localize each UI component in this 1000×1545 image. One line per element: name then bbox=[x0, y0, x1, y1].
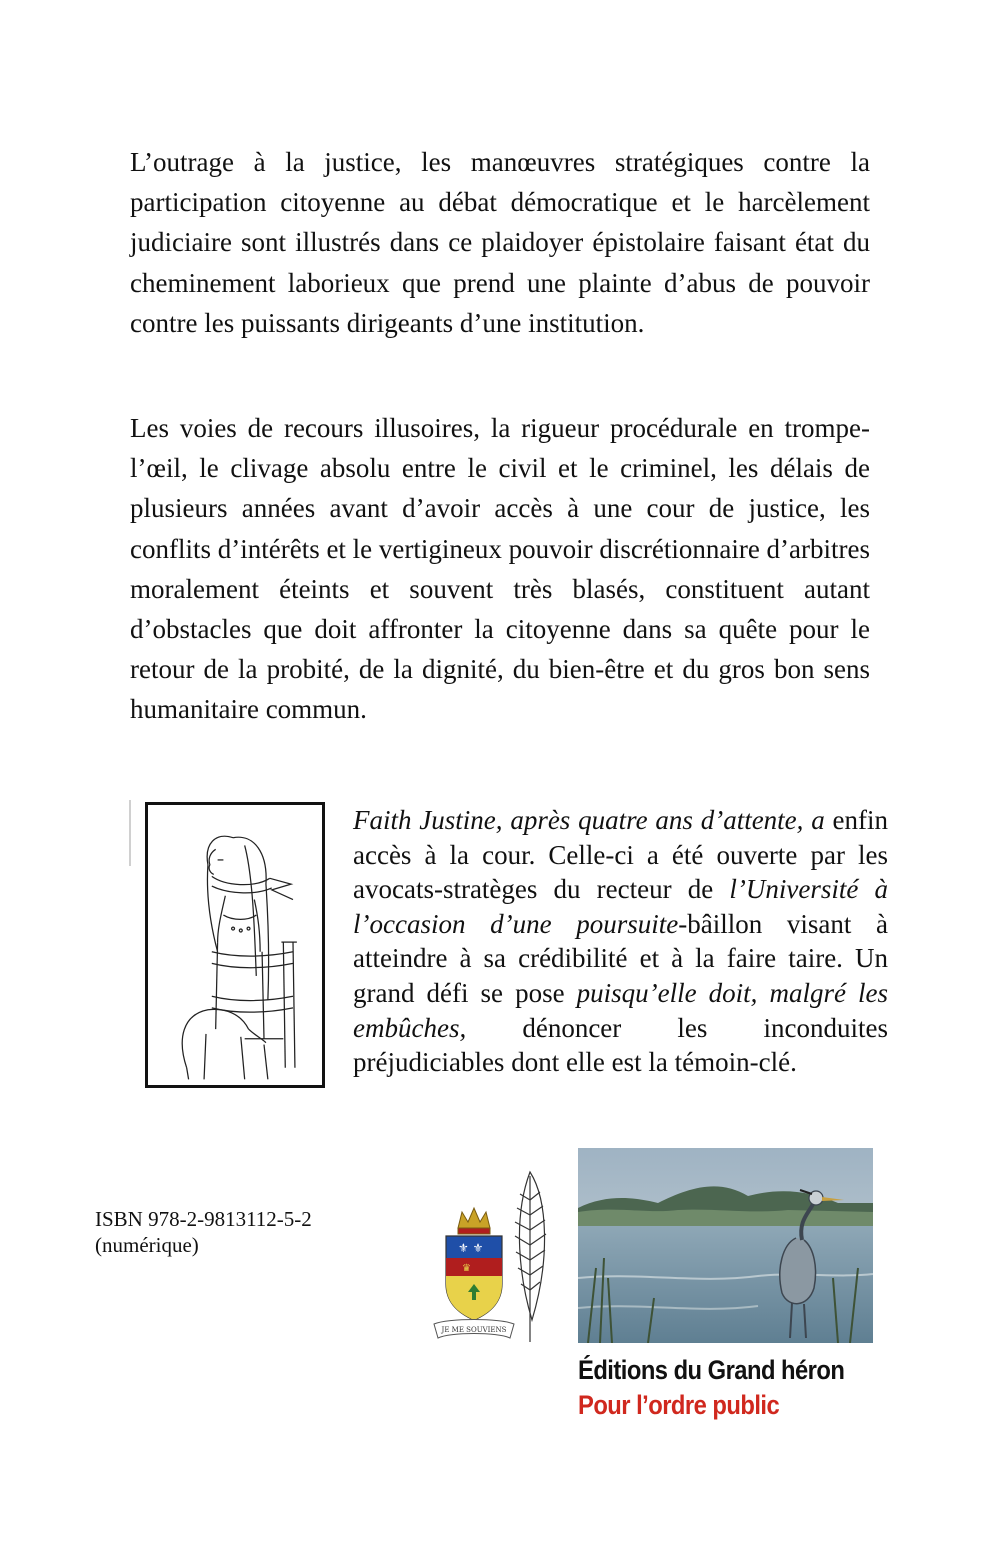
isbn-block bbox=[95, 1206, 312, 1258]
svg-text:⚜ ⚜: ⚜ ⚜ bbox=[458, 1241, 484, 1255]
intro-paragraph: L’outrage à la justice, les manœuvres stratégiques contre la participation citoyenne au débat démocratique et le harcèlement judiciaire sont illustrés dans ce plaidoyer épistolaire faisant état du cheminement laborieux que prend une plainte d’abus de pouvoir contre les puissants dirigeants d’une institution. bbox=[130, 147, 870, 338]
publisher-name: Éditions du Grand héron bbox=[578, 1355, 845, 1385]
synopsis-text bbox=[353, 803, 888, 1080]
synopsis-line-4: bâillon visant à atteindre à sa crédibilité et à la faire taire. Un grand défi se pose bbox=[353, 908, 888, 1008]
collection-name: Pour l’ordre public bbox=[578, 1390, 780, 1420]
margin-mark bbox=[129, 800, 131, 866]
isbn-format: (numérique) bbox=[95, 1233, 199, 1257]
obstacles-paragraph: Les voies de recours illusoires, la rigueur procédurale en trompe-l’œil, le clivage absolu entre le civil et le criminel, les délais de plusieurs années avant d’avoir accès à une cour de justice, les conflits d’intérêts et le vertigineux pouvoir discrétionnaire d’arbitres moralement éteints et souvent très blasés, constituent autant d’obstacles que doit affronter la citoyenne dans sa quête pour le retour de la probité, de la dignité, du bien-être et du gros bon sens humanitaire commun. bbox=[130, 413, 871, 725]
synopsis-line-3: l’Université à l’occasion d’une poursuite- bbox=[353, 874, 888, 939]
isbn-number: ISBN 978-2-9813112-5-2 bbox=[95, 1207, 312, 1231]
crest-motto: JE ME SOUVIENS bbox=[441, 1326, 507, 1334]
feather-icon bbox=[500, 1170, 555, 1345]
synopsis-line-6: dénoncer les inconduites préjudiciables dont elle est la témoin-clé. bbox=[353, 1012, 888, 1078]
synopsis-line-5: puisqu’elle doit, malgré les embûches, bbox=[353, 977, 889, 1043]
heron-painting bbox=[578, 1148, 873, 1343]
synopsis-line-2: enfin accès à la cour. Celle-ci a été ouverte par les avocats-stratèges du recteur de bbox=[353, 805, 888, 905]
gagged-woman-sketch bbox=[145, 802, 325, 1088]
synopsis-line-1: Faith Justine, après quatre ans d’attente, a bbox=[353, 805, 825, 835]
sketch-drawing bbox=[148, 805, 322, 1085]
svg-text:♛: ♛ bbox=[462, 1263, 471, 1274]
